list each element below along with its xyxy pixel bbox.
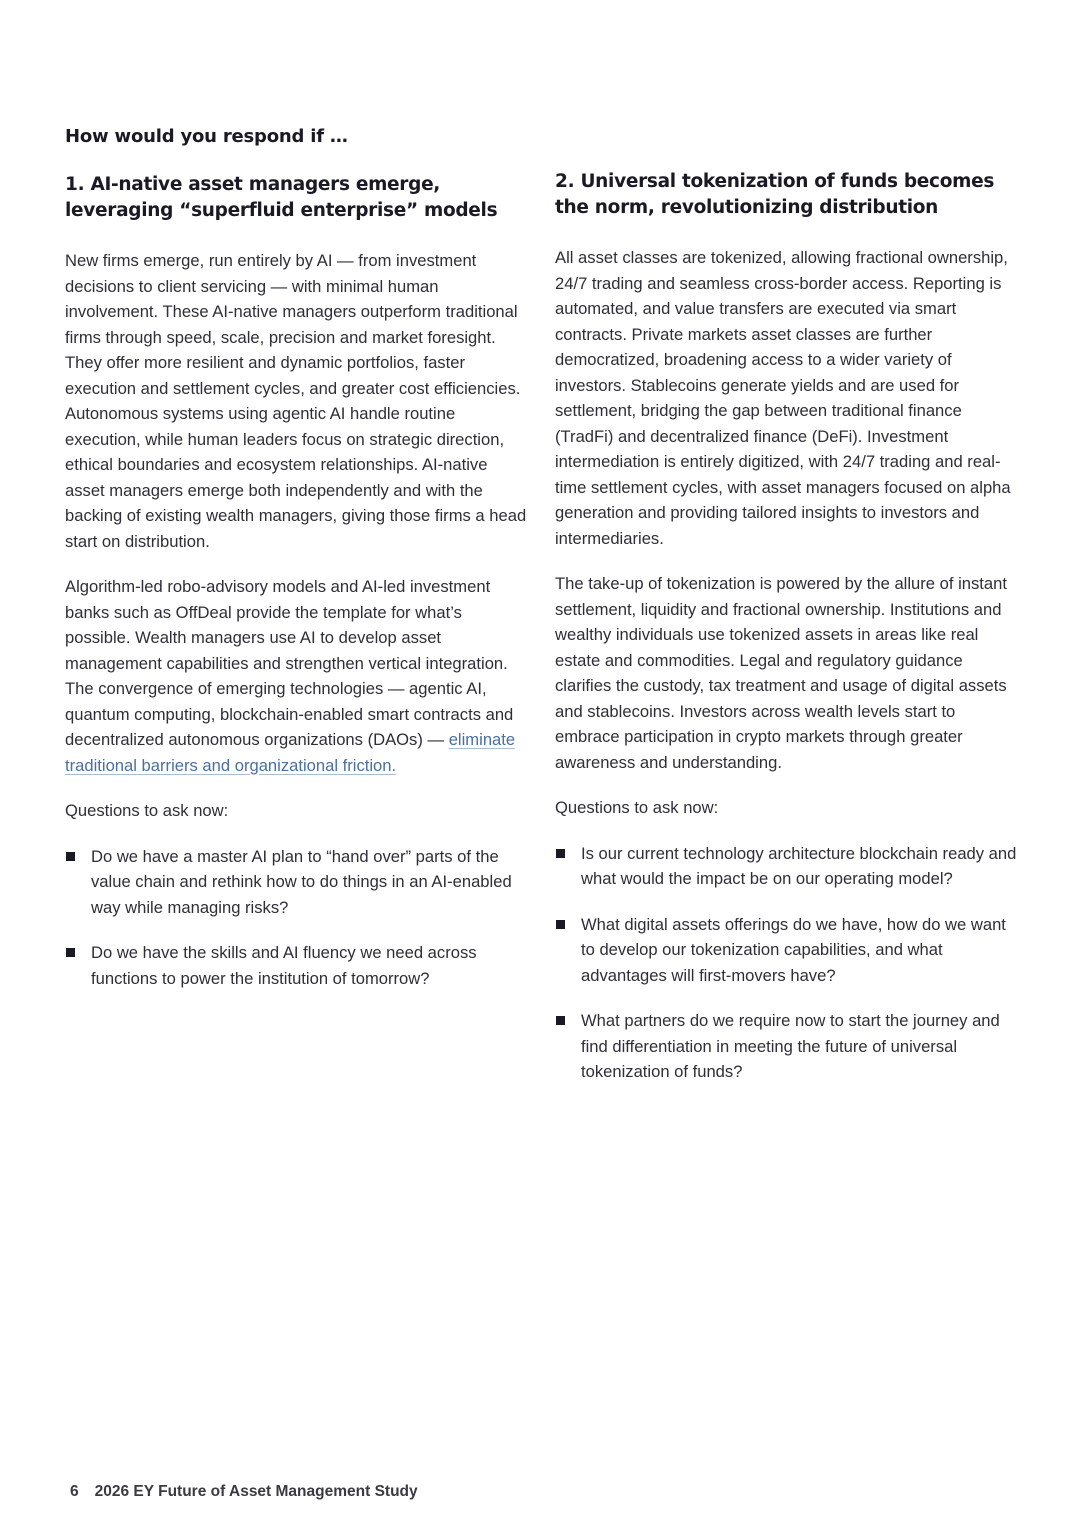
body-paragraph (65, 574, 527, 778)
body-paragraph: All asset classes are tokenized, allowing fractional ownership, 24/7 trading and seamless cross-border access. Reporting is automated, and value transfers are executed via smart contracts. Private markets asset classes are further democratized, broadening access to a wider variety of investors. Stablecoins generate yields and are used for settlement, bridging the gap between traditional finance (TradFi) and decentralized finance (DeFi). Investment intermediation is entirely digitized, with 24/7 trading and real-time settlement cycles, with asset managers focused on alpha generation and providing tailored insights to investors and intermediaries. (555, 248, 1011, 548)
questions-list (555, 841, 1017, 1085)
question-item (555, 1008, 1017, 1085)
question-text: What partners do we require now to start the journey and find differentiation in meeting the future of universal tokenization of funds? (581, 1011, 1000, 1081)
square-bullet-icon (66, 948, 75, 957)
section-ai-native (65, 172, 527, 1011)
questions-label: Questions to ask now: (65, 801, 229, 820)
page-footer (70, 1483, 418, 1501)
question-item (555, 841, 1017, 892)
square-bullet-icon (66, 852, 75, 861)
document-title: 2026 EY Future of Asset Management Study (94, 1483, 418, 1500)
questions-label: Questions to ask now: (555, 798, 719, 817)
question-text: Is our current technology architecture blockchain ready and what would the impact be on our operating model? (581, 843, 1017, 888)
section-tokenization (555, 169, 1017, 1105)
question-text: Do we have the skills and AI fluency we need across functions to power the institution of tomorrow? (91, 943, 477, 988)
question-item (65, 844, 527, 921)
question-text: Do we have a master AI plan to “hand over” parts of the value chain and rethink how to do things in an AI-enabled way while managing risks? (91, 846, 512, 917)
inline-link[interactable]: eliminate traditional barriers and organizational friction. (65, 730, 516, 775)
square-bullet-icon (556, 920, 565, 929)
question-item (555, 912, 1017, 989)
page-number: 6 (70, 1483, 79, 1500)
section-heading: 2. Universal tokenization of funds becomes the norm, revolutionizing distribution (555, 171, 995, 218)
body-paragraph: The take-up of tokenization is powered by the allure of instant settlement, liquidity and fractional ownership. Institutions and wealthy individuals use tokenized assets in areas like real estate and commodities. Legal and regulatory guidance clarifies the custody, tax treatment and usage of digital assets and stablecoins. Investors across wealth levels start to embrace participation in crypto markets through greater awareness and understanding. (555, 574, 1007, 772)
question-item (65, 940, 527, 991)
questions-list (65, 844, 527, 992)
body-paragraph: New firms emerge, run entirely by AI — from investment decisions to client servicing — with minimal human involvement. These AI-native managers outperform traditional firms through speed, scale, precision and market foresight. They offer more resilient and dynamic portfolios, faster execution and settlement cycles, and greater cost efficiencies. Autonomous systems using agentic AI handle routine execution, while human leaders focus on strategic direction, ethical boundaries and ecosystem relationships. AI-native asset managers emerge both independently and with the backing of existing wealth managers, giving those firms a head start on distribution. (65, 251, 527, 551)
square-bullet-icon (556, 1016, 565, 1025)
section-heading: 1. AI-native asset managers emerge, leveraging “superfluid enterprise” models (65, 174, 498, 221)
intro-heading: How would you respond if … (65, 126, 348, 147)
paragraph-text: Algorithm-led robo-advisory models and AI-led investment banks such as OffDeal provide the template for what’s possible. Wealth managers use AI to develop asset management capabilities and strengthen vertical integration. The convergence of emerging technologies — agentic AI, quantum computing, blockchain-enabled smart contracts and decentralized autonomous organizations (DAOs) — (65, 577, 514, 749)
question-text: What digital assets offerings do we have, how do we want to develop our tokenization capabilities, and what advantages will first-movers have? (581, 914, 1006, 985)
square-bullet-icon (556, 849, 565, 858)
